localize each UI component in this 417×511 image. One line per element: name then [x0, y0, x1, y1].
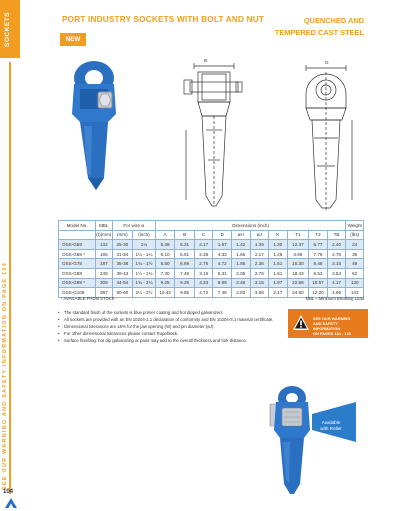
table-cell: 143	[346, 288, 364, 298]
model-cell: OSS-G68 *	[59, 249, 96, 259]
table-cell: 24	[346, 240, 364, 250]
subtitle-line-2: TEMPERED CAST STEEL	[274, 27, 364, 37]
warning-line-2: AND SAFETY INFORMATION	[313, 321, 341, 331]
model-cell: OSS-G78	[59, 259, 96, 269]
table-cell: 44-54	[112, 278, 133, 288]
warning-triangle-icon	[292, 314, 310, 332]
table-cell: 7.48	[175, 268, 195, 278]
table-cell: 5.31	[213, 268, 232, 278]
header-mbl: MBL	[96, 221, 112, 231]
list-item: • Dimensional tolerances are ±5% for the jaw opening (W) and pin diameter (øJ).	[58, 323, 278, 330]
warning-line-1: SEE OUR WARNING	[313, 316, 351, 321]
sub-header: øH	[232, 230, 251, 240]
table-cell: 2.76	[250, 268, 269, 278]
table-cell: 9.85	[175, 288, 195, 298]
table-cell: 2.83	[232, 288, 251, 298]
list-item: • For other dimensional tolerances please contact Ropeblock.	[58, 330, 278, 337]
table-cell: 22.58	[287, 278, 309, 288]
table-cell: 2.48	[232, 278, 251, 288]
table-row	[59, 249, 364, 259]
model-cell: OSS-G98 *	[59, 278, 96, 288]
table-cell: 2.76	[327, 249, 346, 259]
table-cell: 4.17	[327, 278, 346, 288]
table-cell: 2.36	[194, 249, 213, 259]
section-label: SOCKETS	[4, 12, 11, 48]
table-cell: 1.85	[232, 259, 251, 269]
table-cell: 6.10	[155, 249, 175, 259]
sub-header: (t)(mm)	[96, 230, 112, 240]
table-cell: 309	[96, 278, 112, 288]
table-cell: 10.43	[155, 288, 175, 298]
dim-label-b: B	[204, 58, 208, 63]
table-cell: 1.46	[269, 249, 288, 259]
table-cell: 132	[96, 240, 112, 250]
sub-header: A	[155, 230, 175, 240]
sub-header: øJ	[250, 230, 269, 240]
table-cell: 1.39	[250, 240, 269, 250]
table-cell: 4.33	[213, 249, 232, 259]
new-badge: NEW	[60, 33, 86, 46]
socket-with-roller-image	[262, 380, 366, 498]
table-cell: 5.31	[175, 240, 195, 250]
table-cell: 35-38	[112, 259, 133, 269]
table-cell: 1.81	[269, 268, 288, 278]
sub-header: (lbs)	[346, 230, 364, 240]
table-cell: 1¼ - 1¼	[133, 249, 156, 259]
table-cell: 6.69	[213, 278, 232, 288]
list-item: • The standard finish of the sockets is blue primer coating and hot dipped galvanized.	[58, 309, 278, 316]
table-cell: 16.30	[287, 259, 309, 269]
table-cell: 6.50	[155, 259, 175, 269]
sub-header: T2	[309, 230, 328, 240]
sub-header: T1	[287, 230, 309, 240]
notes-list	[58, 309, 278, 344]
warning-line-3: ON PAGES 134 - 140	[313, 331, 351, 336]
callout-line-2: with Roller	[320, 426, 342, 431]
table-cell: 4.72	[213, 259, 232, 269]
table-cell: 6.69	[175, 259, 195, 269]
table-cell: 2.76	[194, 259, 213, 269]
header-dimensions: Dimensions (inch)	[155, 221, 346, 231]
table-cell: 1½ - 1¾	[133, 268, 156, 278]
table-cell: 1.65	[232, 249, 251, 259]
table-cell: 7.48	[213, 288, 232, 298]
table-cell: 7.76	[309, 249, 328, 259]
table-cell: 2.17	[250, 249, 269, 259]
table-cell: 39-43	[112, 268, 133, 278]
material-subtitle	[254, 15, 364, 38]
table-row	[59, 240, 364, 250]
table-row	[59, 278, 364, 288]
sub-header: TB	[327, 230, 346, 240]
table-cell: 49	[346, 259, 364, 269]
table-cell: 31-34	[112, 249, 133, 259]
warning-text	[313, 316, 365, 336]
list-item: • Surface finishing: hot dip galvanizing or paint may add to the overall thickness and fork distance.	[58, 337, 278, 344]
table-cell: 8.46	[309, 259, 328, 269]
roller-callout	[316, 420, 346, 432]
header-for-wire: For wire ø	[112, 221, 155, 231]
table-cell: 3.54	[327, 268, 346, 278]
table-cell: 2.05	[232, 268, 251, 278]
table-cell: 1¼	[133, 240, 156, 250]
table-cell: 5.39	[155, 240, 175, 250]
sub-header: D	[213, 230, 232, 240]
table-cell: 50-60	[112, 288, 133, 298]
safety-warning-box	[288, 309, 368, 338]
table-group-header-row	[59, 221, 364, 231]
table-cell: 130	[346, 278, 364, 288]
table-cell: 1.97	[269, 278, 288, 288]
table-cell: 2.17	[194, 240, 213, 250]
sub-header: C	[194, 230, 213, 240]
table-cell: 1.42	[232, 240, 251, 250]
list-item: • All sockets are provided with an EN 10204-2.1 declaration of conformity and EN 10204-3.1 material certificate.	[58, 316, 278, 323]
table-cell: 12.20	[309, 288, 328, 298]
table-cell: 3.15	[327, 259, 346, 269]
callout-line-1: Available	[321, 420, 341, 425]
table-cell: 10.57	[309, 278, 328, 288]
table-cell: 249	[96, 268, 112, 278]
side-view-drawing	[176, 60, 248, 212]
table-cell: 35	[346, 249, 364, 259]
header-model: Model No.	[59, 221, 96, 231]
table-cell: 3.15	[250, 278, 269, 288]
table-cell: 2.17	[269, 288, 288, 298]
front-view-drawing	[290, 62, 362, 214]
table-cell: 2.40	[327, 240, 346, 250]
table-cell: 2¼ - 2½	[133, 288, 156, 298]
sub-header: (mm)	[112, 230, 133, 240]
safety-side-note: SEE OUR WARNING AND SAFETY INFORMATION ON PAGE 134	[2, 261, 8, 490]
table-cell: 1.61	[269, 259, 288, 269]
table-cell: 18.43	[287, 268, 309, 278]
table-cell: 9.25	[155, 278, 175, 288]
table-cell: 6.77	[309, 240, 328, 250]
model-cell: OSS-G58	[59, 240, 96, 250]
sub-header: B	[175, 230, 195, 240]
table-cell: 1¾ - 1½	[133, 259, 156, 269]
table-sub-header-row	[59, 230, 364, 240]
table-cell: 1.30	[269, 240, 288, 250]
table-cell: 3.15	[194, 268, 213, 278]
table-cell: 4.96	[327, 288, 346, 298]
table-cell: 9.53	[309, 268, 328, 278]
dim-label-g: G	[325, 60, 329, 65]
table-cell: 7.30	[155, 268, 175, 278]
table-cell: 4.33	[194, 278, 213, 288]
page-title: PORT INDUSTRY SOCKETS WITH BOLT AND NUT	[62, 15, 265, 24]
sub-header: K	[269, 230, 288, 240]
table-cell: 1¾ - 2¼	[133, 278, 156, 288]
table-cell: 12.37	[287, 240, 309, 250]
socket-product-image	[58, 56, 140, 198]
table-cell: 165	[96, 249, 112, 259]
table-cell: 62	[346, 268, 364, 278]
mbl-note: MBL = Minimum Breaking Load	[305, 296, 364, 301]
sub-header-spacer	[59, 230, 96, 240]
sub-header: (inch)	[133, 230, 156, 240]
table-cell: 397	[96, 288, 112, 298]
stock-note: * AVAILABLE FROM STOCK	[61, 296, 115, 301]
table-cell: 3.65	[287, 249, 309, 259]
table-row	[59, 259, 364, 269]
header-weight: Weight	[346, 221, 364, 231]
subtitle-line-1: QUENCHED AND	[303, 16, 364, 25]
table-cell: 9.25	[175, 278, 195, 288]
table-row	[59, 268, 364, 278]
page-number: 104	[3, 489, 14, 495]
table-cell: 5.91	[175, 249, 195, 259]
model-cell: OSS-G108	[59, 288, 96, 298]
table-body	[59, 240, 364, 298]
table-cell: 187	[96, 259, 112, 269]
table-cell: 25-30	[112, 240, 133, 250]
table-cell: 3.58	[250, 288, 269, 298]
model-cell: OSS-G88	[59, 268, 96, 278]
table-cell: 2.36	[250, 259, 269, 269]
ropeblock-logo-icon	[5, 498, 17, 508]
table-cell: 4.72	[194, 288, 213, 298]
section-tab	[0, 0, 20, 58]
table-cell: 1.57	[213, 240, 232, 250]
table-cell: 24.80	[287, 288, 309, 298]
specifications-table	[58, 220, 364, 298]
